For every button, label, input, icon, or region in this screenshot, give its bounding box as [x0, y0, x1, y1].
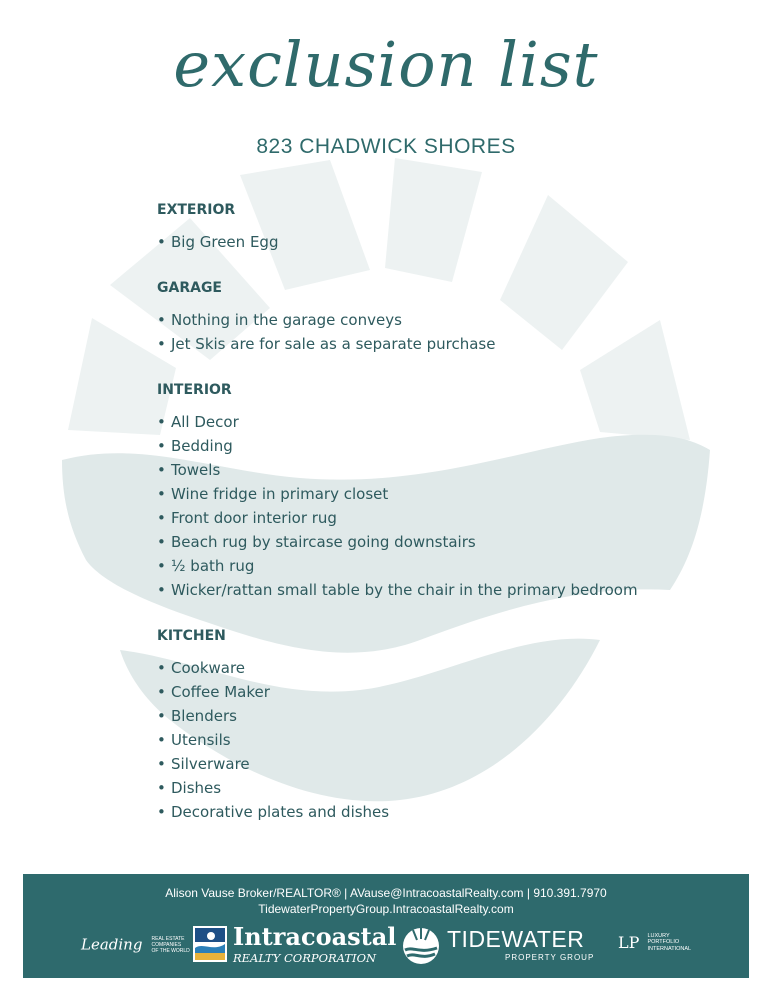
tidewater-logo	[401, 926, 601, 966]
bullet-icon: •	[157, 335, 166, 353]
leading-re-logo	[81, 934, 190, 954]
exclusion-sections	[157, 200, 717, 848]
item-text: Wine fridge in primary closet	[171, 485, 389, 503]
list-item	[157, 434, 717, 458]
section-heading: INTERIOR	[157, 382, 232, 398]
list-item	[157, 728, 717, 752]
list-item	[157, 482, 717, 506]
luxury-text-line: INTERNATIONAL	[647, 945, 692, 952]
item-text: Cookware	[171, 659, 246, 677]
list-item	[157, 506, 717, 530]
item-text: Coffee Maker	[171, 683, 270, 701]
section-garage	[157, 278, 717, 356]
list-item	[157, 410, 717, 434]
page-title: exclusion list	[173, 28, 599, 101]
luxury-portfolio-text	[647, 933, 691, 953]
leading-logo-tagline	[152, 936, 190, 954]
list-item	[157, 332, 717, 356]
property-address: 823 CHADWICK SHORES	[256, 135, 516, 158]
item-text: Jet Skis are for sale as a separate purchase	[171, 335, 496, 353]
section-exterior	[157, 200, 717, 254]
bullet-icon: •	[157, 557, 166, 575]
leading-tagline-line: REAL ESTATE	[151, 935, 185, 942]
item-text: Beach rug by staircase going downstairs	[171, 533, 476, 551]
bullet-icon: •	[157, 779, 166, 797]
list-item	[157, 530, 717, 554]
section-heading: KITCHEN	[157, 628, 226, 644]
tidewater-sub: PROPERTY GROUP	[505, 953, 595, 962]
bullet-icon: •	[157, 311, 166, 329]
luxury-text-line: LUXURY	[647, 932, 670, 939]
bullet-icon: •	[157, 437, 166, 455]
tidewater-sun-icon	[401, 926, 441, 966]
intracoastal-emblem-icon	[193, 926, 227, 962]
luxury-text-line: PORTFOLIO	[647, 939, 680, 946]
item-text: Dishes	[171, 779, 222, 797]
item-text: Utensils	[171, 731, 231, 749]
bullet-icon: •	[157, 233, 166, 251]
bullet-icon: •	[157, 533, 166, 551]
section-interior	[157, 380, 717, 602]
list-item	[157, 308, 717, 332]
section-heading: EXTERIOR	[157, 202, 236, 218]
list-item	[157, 800, 717, 824]
bullet-icon: •	[157, 461, 166, 479]
bullet-icon: •	[157, 659, 166, 677]
item-list	[157, 410, 717, 602]
intracoastal-sub: REALTY CORPORATION	[233, 951, 377, 965]
list-item	[157, 752, 717, 776]
bullet-icon: •	[157, 731, 166, 749]
bullet-icon: •	[157, 413, 166, 431]
bullet-icon: •	[157, 485, 166, 503]
bullet-icon: •	[157, 683, 166, 701]
bullet-icon: •	[157, 707, 166, 725]
item-text: All Decor	[171, 413, 239, 431]
bullet-icon: •	[157, 509, 166, 527]
list-item	[157, 554, 717, 578]
item-text: Silverware	[171, 755, 250, 773]
item-text: Front door interior rug	[171, 509, 337, 527]
item-list	[157, 308, 717, 356]
luxury-portfolio-logo	[618, 932, 691, 952]
section-kitchen	[157, 626, 717, 824]
leading-tagline-line: COMPANIES	[151, 941, 182, 948]
luxury-portfolio-mark: LP	[618, 933, 640, 952]
list-item	[157, 680, 717, 704]
bullet-icon: •	[157, 755, 166, 773]
list-item	[157, 578, 717, 602]
item-list	[157, 230, 717, 254]
intracoastal-logo	[193, 922, 397, 966]
footer-banner	[23, 874, 749, 978]
contact-line: Alison Vause Broker/REALTOR® | AVause@IntracoastalRealty.com | 910.391.7970	[165, 886, 607, 900]
list-item	[157, 230, 717, 254]
bullet-icon: •	[157, 581, 166, 599]
tidewater-name: TIDEWATER	[447, 926, 585, 952]
item-text: Nothing in the garage conveys	[171, 311, 402, 329]
item-text: Towels	[171, 461, 221, 479]
item-text: ½ bath rug	[171, 557, 255, 575]
item-list	[157, 656, 717, 824]
leading-logo-name: Leading	[81, 935, 143, 954]
list-item	[157, 776, 717, 800]
item-text: Bedding	[171, 437, 233, 455]
leading-tagline-line: OF THE WORLD	[151, 947, 190, 954]
item-text: Decorative plates and dishes	[171, 803, 390, 821]
intracoastal-name: Intracoastal	[233, 922, 397, 951]
list-item	[157, 656, 717, 680]
item-text: Blenders	[171, 707, 237, 725]
bullet-icon: •	[157, 803, 166, 821]
list-item	[157, 704, 717, 728]
item-text: Big Green Egg	[171, 233, 279, 251]
list-item	[157, 458, 717, 482]
item-text: Wicker/rattan small table by the chair in the primary bedroom	[171, 581, 638, 599]
website-link[interactable]: TidewaterPropertyGroup.IntracoastalRealty.com	[258, 902, 514, 916]
section-heading: GARAGE	[157, 280, 222, 296]
